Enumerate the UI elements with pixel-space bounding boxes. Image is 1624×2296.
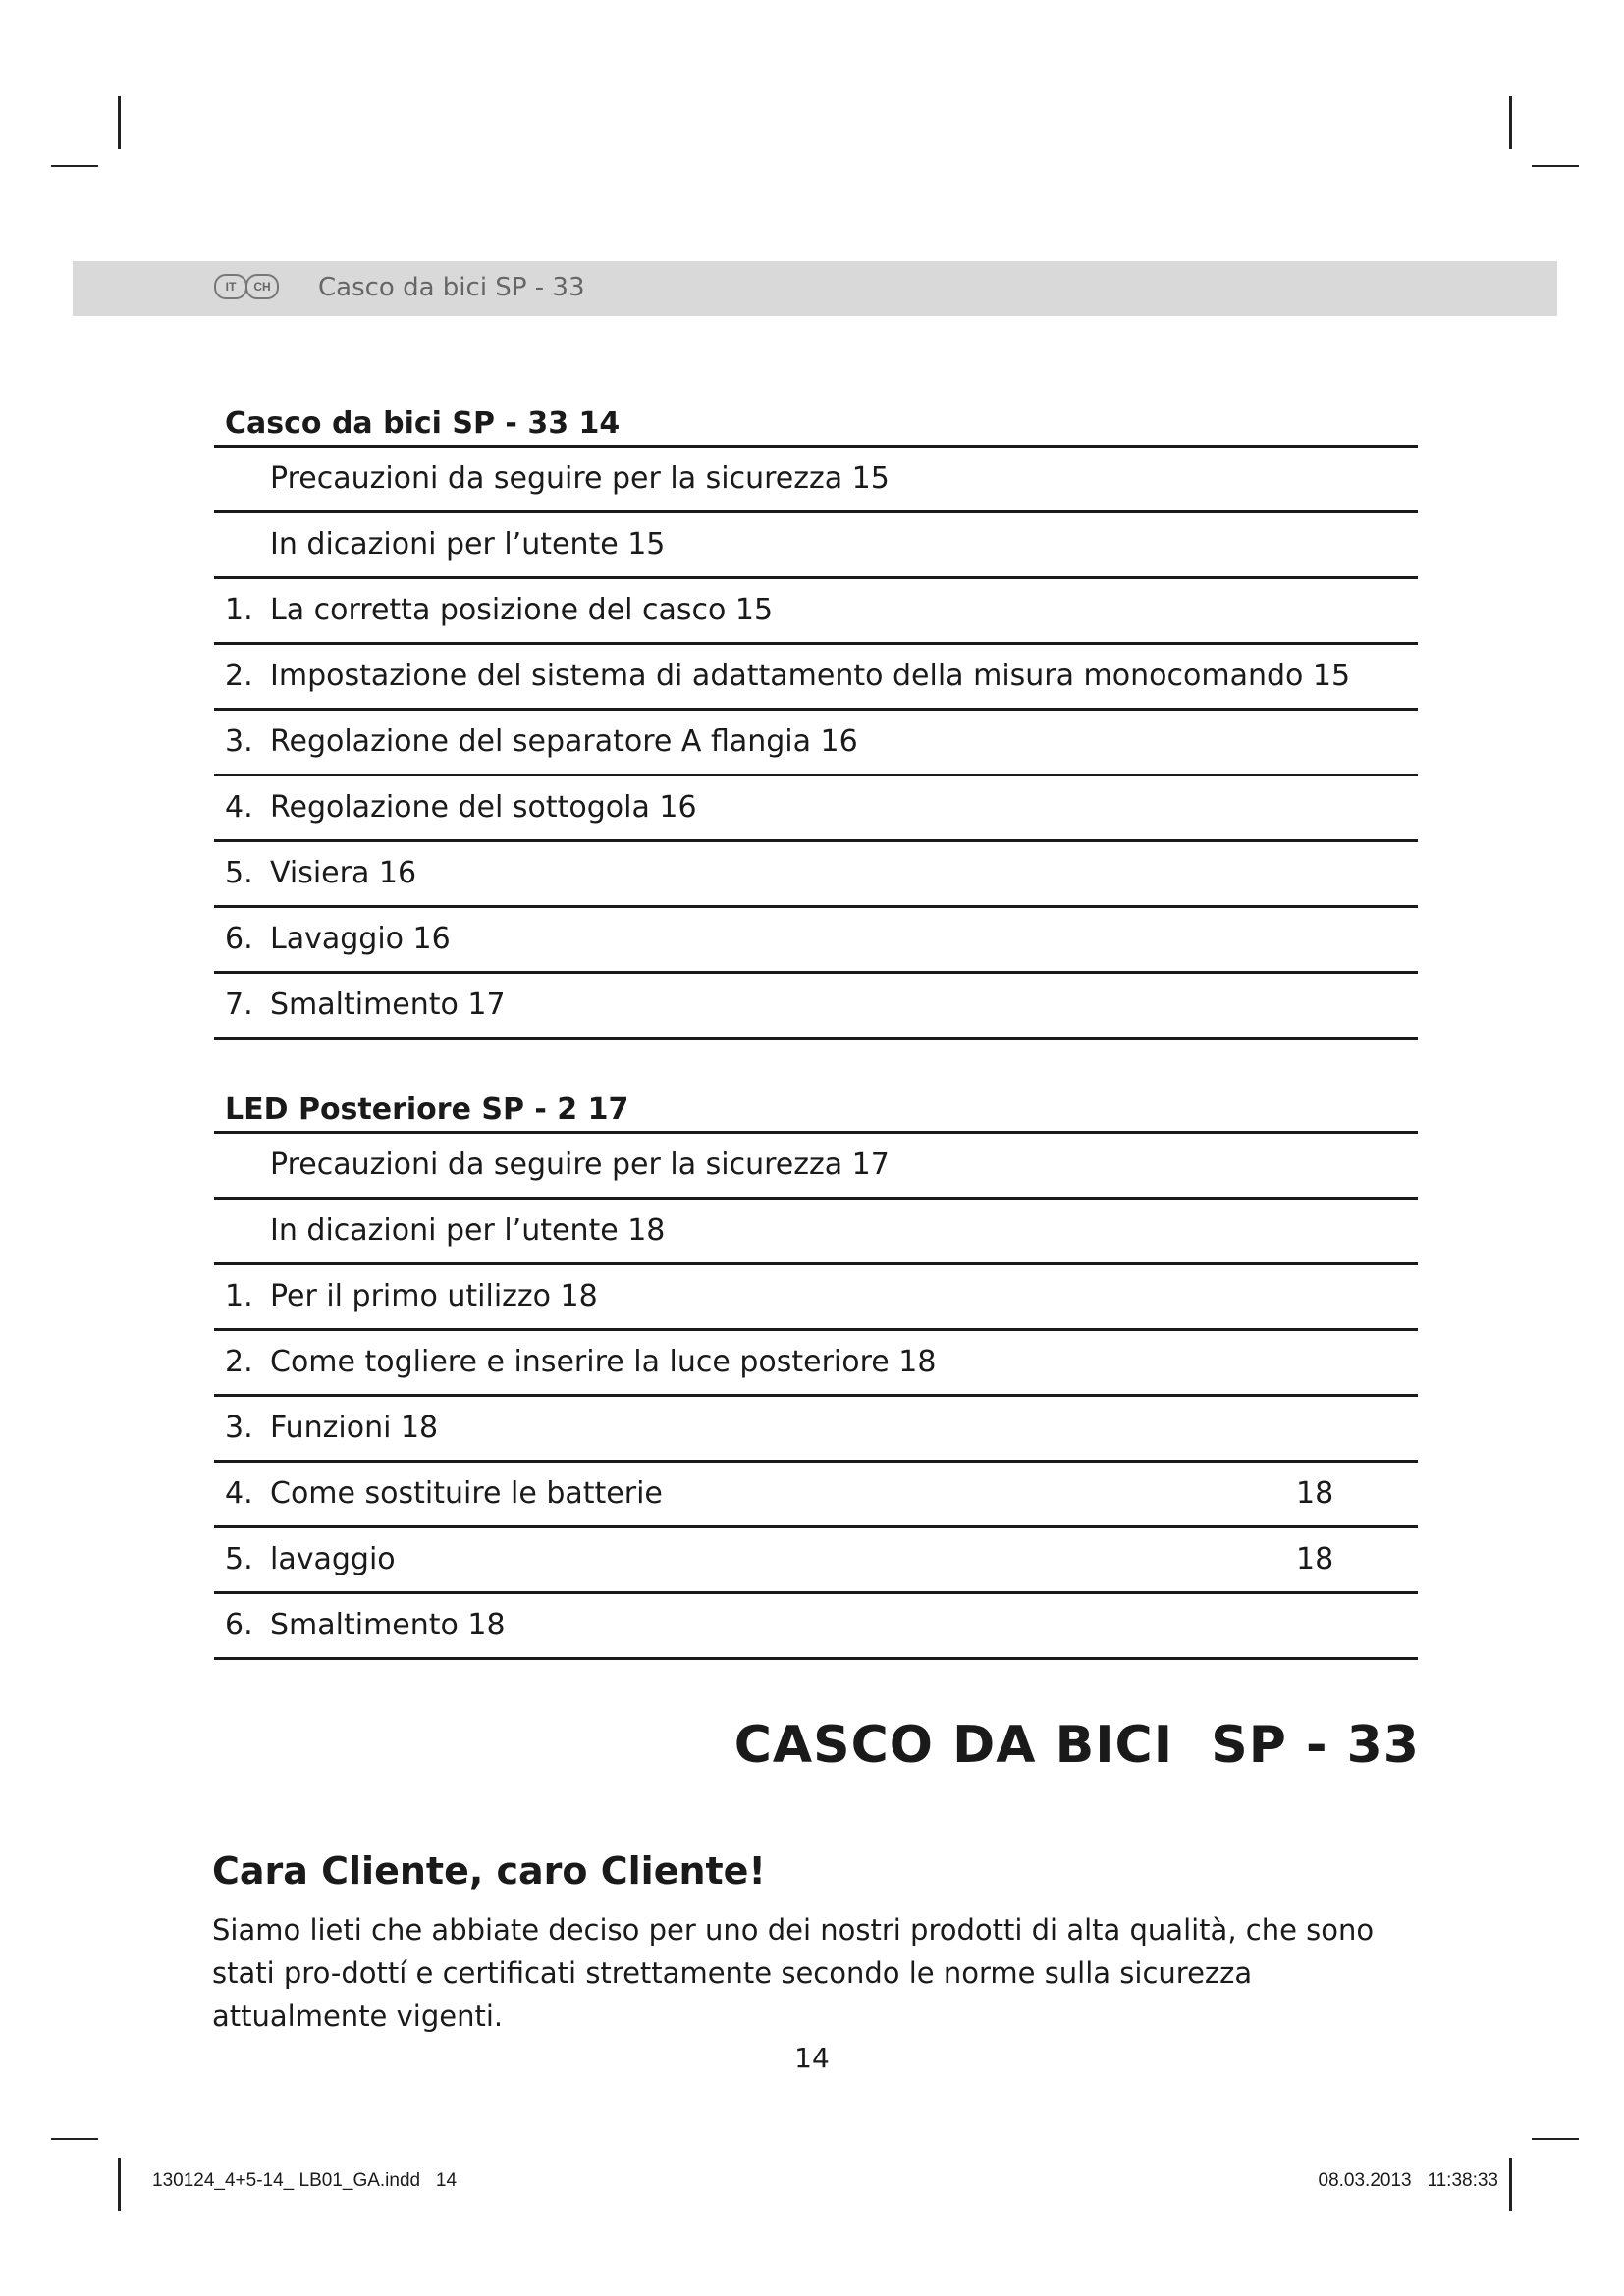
toc-entry-text: In dicazioni per l’utente 15 (270, 527, 666, 561)
toc-entry-text: lavaggio (270, 1542, 396, 1576)
header-title: Casco da bici SP - 33 (318, 273, 585, 302)
toc-entry-number: 3. (225, 724, 253, 759)
crop-mark (1532, 2138, 1579, 2140)
toc-entry[interactable] (214, 513, 1418, 579)
toc-entry-number: 4. (225, 790, 253, 825)
section-title: CASCO DA BICI SP - 33 (733, 1716, 1420, 1775)
toc-entry-text: Smaltimento 17 (270, 988, 506, 1022)
toc-entry[interactable] (214, 908, 1418, 974)
crop-mark (51, 2138, 98, 2140)
greeting-heading: Cara Cliente, caro Cliente! (212, 1849, 766, 1893)
running-header (73, 261, 1557, 316)
language-badges (214, 274, 277, 299)
toc-entry[interactable] (214, 842, 1418, 908)
language-badge-it: IT (214, 274, 247, 299)
page-number: 14 (794, 2042, 830, 2074)
toc-section-rear-led (214, 1091, 1418, 1660)
toc-entry[interactable] (214, 1134, 1418, 1200)
toc-entry[interactable] (214, 1331, 1418, 1397)
toc-section-heading: LED Posteriore SP - 2 17 (214, 1091, 1418, 1134)
toc-entry-text: Per il primo utilizzo 18 (270, 1279, 598, 1313)
toc-entry-number: 7. (225, 988, 253, 1022)
crop-mark (118, 96, 121, 149)
crop-mark (1509, 96, 1512, 149)
crop-mark (1509, 2158, 1512, 2211)
toc-entry-text: Come sostituire le batterie (270, 1476, 663, 1511)
toc-entry-text: Precauzioni da seguire per la sicurezza 17 (270, 1148, 890, 1182)
toc-entry[interactable] (214, 1463, 1418, 1528)
toc-entry-text: Regolazione del separatore A flangia 16 (270, 724, 858, 759)
toc-entry-number: 3. (225, 1411, 253, 1445)
toc-entry[interactable] (214, 1200, 1418, 1265)
toc-entry[interactable] (214, 711, 1418, 776)
toc-entry-text: Impostazione del sistema di adattamento della misura monocomando 15 (270, 659, 1351, 693)
footer-datetime: 08.03.2013 11:38:33 (1318, 2170, 1498, 2191)
toc-entry-number: 1. (225, 593, 253, 627)
toc-entry-text: Come togliere e inserire la luce posteriore 18 (270, 1345, 937, 1379)
toc-entry-number: 5. (225, 1542, 253, 1576)
crop-mark (118, 2158, 121, 2211)
toc-entry[interactable] (214, 448, 1418, 513)
crop-mark (51, 165, 98, 167)
intro-paragraph: Siamo lieti che abbiate deciso per uno dei nostri prodotti di alta qualità, che sono stati pro-dottí e certificati strettamente secondo le norme sulla sicurezza attualmente vigenti. (212, 1913, 1375, 2033)
toc-entry-text: Visiera 16 (270, 856, 417, 890)
toc-entry-text: La corretta posizione del casco 15 (270, 593, 774, 627)
toc-entry-text: Regolazione del sottogola 16 (270, 790, 697, 825)
toc-entry[interactable] (214, 645, 1418, 711)
toc-entry-number: 6. (225, 922, 253, 956)
toc-section-heading: Casco da bici SP - 33 14 (214, 404, 1418, 448)
toc-entry-text: Lavaggio 16 (270, 922, 451, 956)
toc-entry-text: Funzioni 18 (270, 1411, 439, 1445)
crop-mark (1532, 165, 1579, 167)
toc-entry-number: 2. (225, 1345, 253, 1379)
toc-entry[interactable] (214, 1397, 1418, 1463)
toc-entry-page: 18 (1296, 1476, 1334, 1511)
language-badge-ch: CH (245, 274, 279, 299)
toc-entry-number: 4. (225, 1476, 253, 1511)
toc-entry[interactable] (214, 1594, 1418, 1660)
toc-entry-text: Precauzioni da seguire per la sicurezza 15 (270, 461, 890, 496)
toc-entry-page: 18 (1296, 1542, 1334, 1576)
toc-entry-number: 6. (225, 1608, 253, 1642)
toc-entry-number: 5. (225, 856, 253, 890)
toc-entry[interactable] (214, 579, 1418, 645)
toc-entry[interactable] (214, 776, 1418, 842)
toc-entry[interactable] (214, 1528, 1418, 1594)
toc-entry[interactable] (214, 1265, 1418, 1331)
toc-entry-text: Smaltimento 18 (270, 1608, 506, 1642)
toc-entry-number: 2. (225, 659, 253, 693)
footer-file-info: 130124_4+5-14_ LB01_GA.indd 14 (152, 2170, 458, 2191)
toc-section-helmet (214, 404, 1418, 1040)
toc-entry-text: In dicazioni per l’utente 18 (270, 1213, 666, 1248)
toc-entry[interactable] (214, 974, 1418, 1040)
toc-entry-number: 1. (225, 1279, 253, 1313)
